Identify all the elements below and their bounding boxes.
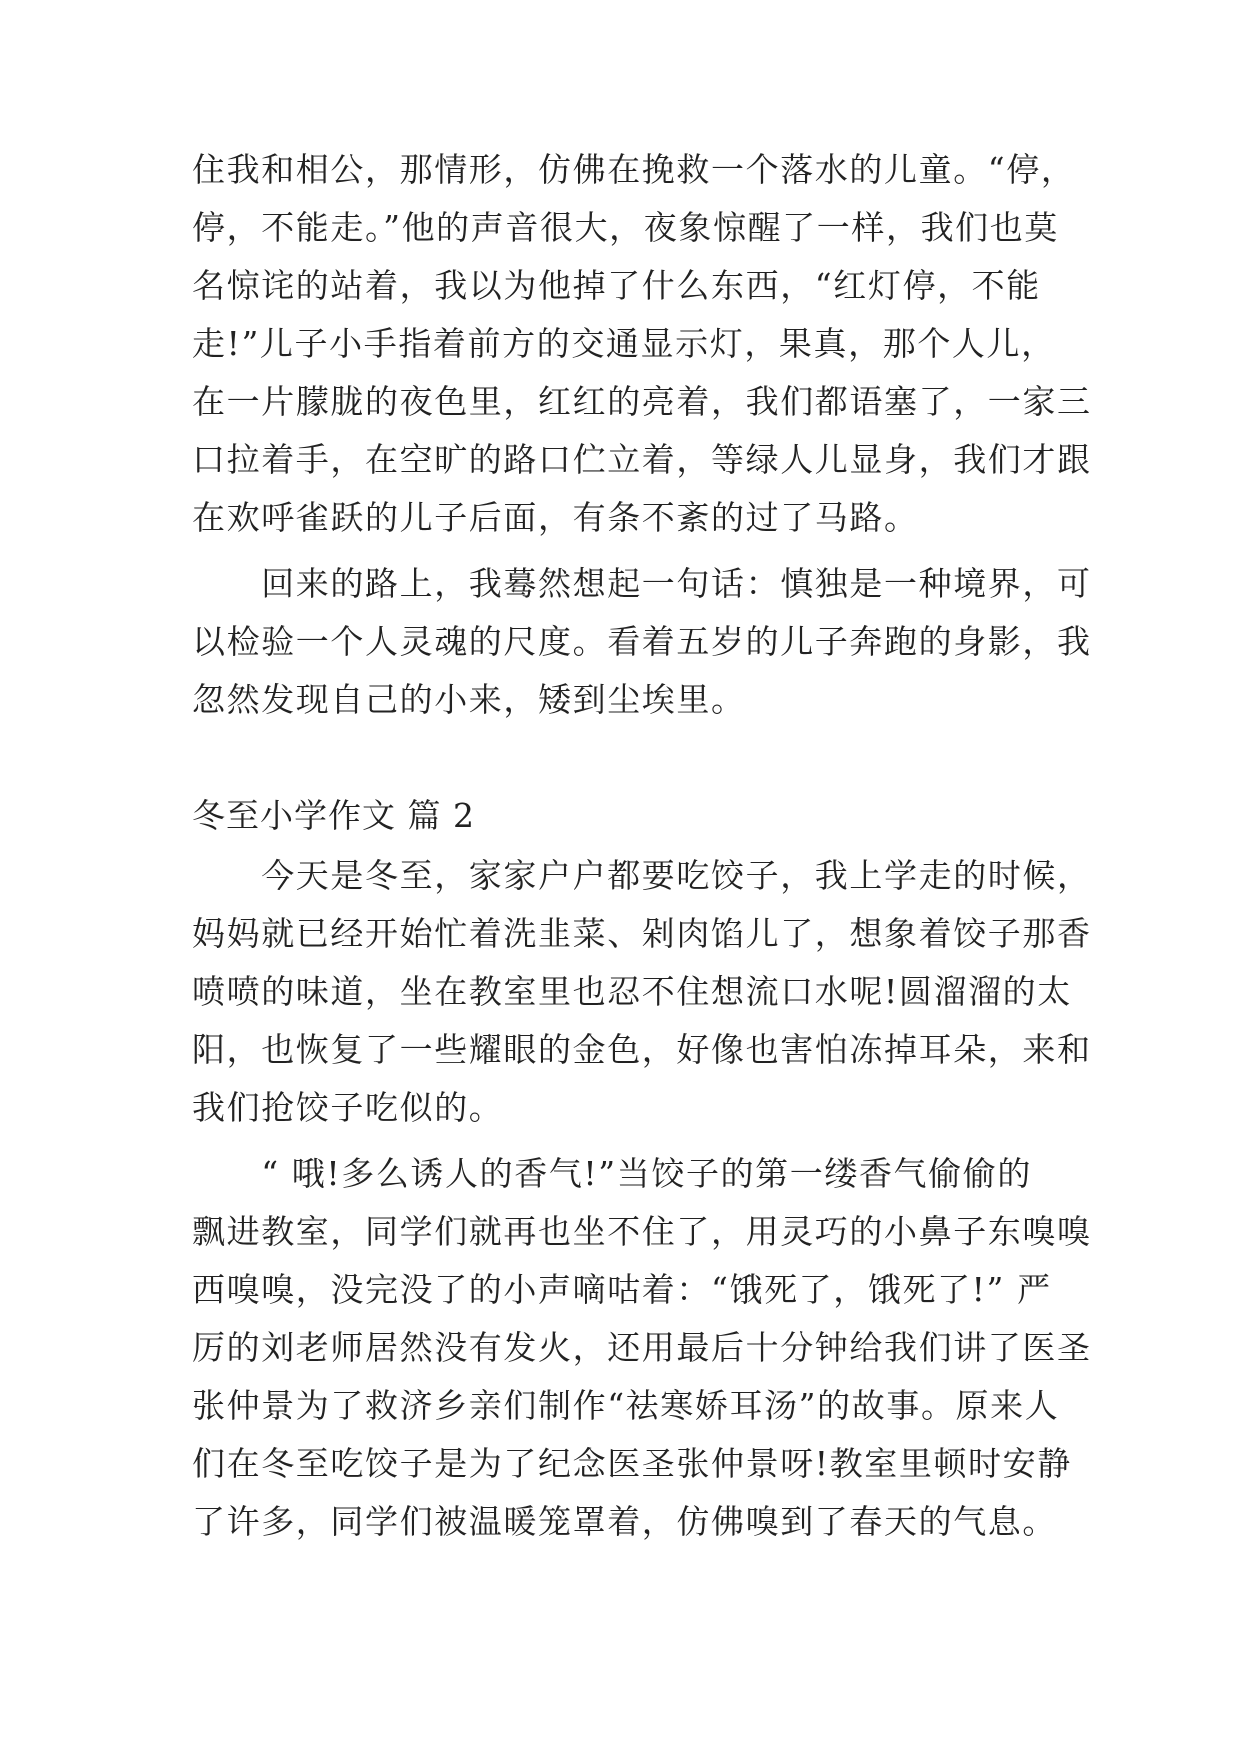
paragraph-line: 飘进教室，同学们就再也坐不住了，用灵巧的小鼻子东嗅嗅: [192, 1212, 1092, 1251]
paragraph-line: 名惊诧的站着，我以为他掉了什么东西，“红灯停，不能: [192, 266, 1041, 305]
paragraph-line: “ 哦!多么诱人的香气!”当饺子的第一缕香气偷偷的: [192, 1154, 1032, 1193]
paragraph-line: 厉的刘老师居然没有发火，还用最后十分钟给我们讲了医圣: [192, 1328, 1092, 1367]
paragraph-line: 以检验一个人灵魂的尺度。看着五岁的儿子奔跑的身影，我: [192, 622, 1092, 661]
paragraph-line: 口拉着手，在空旷的路口伫立着，等绿人儿显身，我们才跟: [192, 440, 1092, 479]
paragraph-line: 回来的路上，我蓦然想起一句话：慎独是一种境界，可: [192, 564, 1092, 603]
paragraph-line: 今天是冬至，家家户户都要吃饺子，我上学走的时候，: [192, 856, 1092, 895]
paragraph-line: 忽然发现自己的小来，矮到尘埃里。: [192, 680, 746, 719]
paragraph-line: 张仲景为了救济乡亲们制作“祛寒娇耳汤”的故事。原来人: [192, 1386, 1060, 1425]
paragraph-line: 西嗅嗅，没完没了的小声嘀咕着：“饿死了，饿死了!” 严: [192, 1270, 1052, 1309]
paragraph-line: 了许多，同学们被温暖笼罩着，仿佛嗅到了春天的气息。: [192, 1502, 1057, 1541]
paragraph-line: 停，不能走。”他的声音很大，夜象惊醒了一样，我们也莫: [192, 208, 1059, 247]
paragraph-line: 在欢呼雀跃的儿子后面，有条不紊的过了马路。: [192, 498, 919, 537]
paragraph-line: 阳，也恢复了一些耀眼的金色，好像也害怕冻掉耳朵，来和: [192, 1030, 1092, 1069]
paragraph-line: 住我和相公，那情形，仿佛在挽救一个落水的儿童。“停，: [192, 150, 1076, 189]
paragraph-line: 我们抢饺子吃似的。: [192, 1088, 504, 1127]
paragraph-line: 们在冬至吃饺子是为了纪念医圣张仲景呀!教室里顿时安静: [192, 1444, 1072, 1483]
paragraph-line: 喷喷的味道，坐在教室里也忍不住想流口水呢!圆溜溜的太: [192, 972, 1072, 1011]
section-heading: 冬至小学作文 篇 2: [192, 796, 475, 835]
paragraph-line: 在一片朦胧的夜色里，红红的亮着，我们都语塞了，一家三: [192, 382, 1092, 421]
paragraph-line: 妈妈就已经开始忙着洗韭菜、剁肉馅儿了，想象着饺子那香: [192, 914, 1092, 953]
paragraph-line: 走!”儿子小手指着前方的交通显示灯，果真，那个人儿，: [192, 324, 1056, 363]
